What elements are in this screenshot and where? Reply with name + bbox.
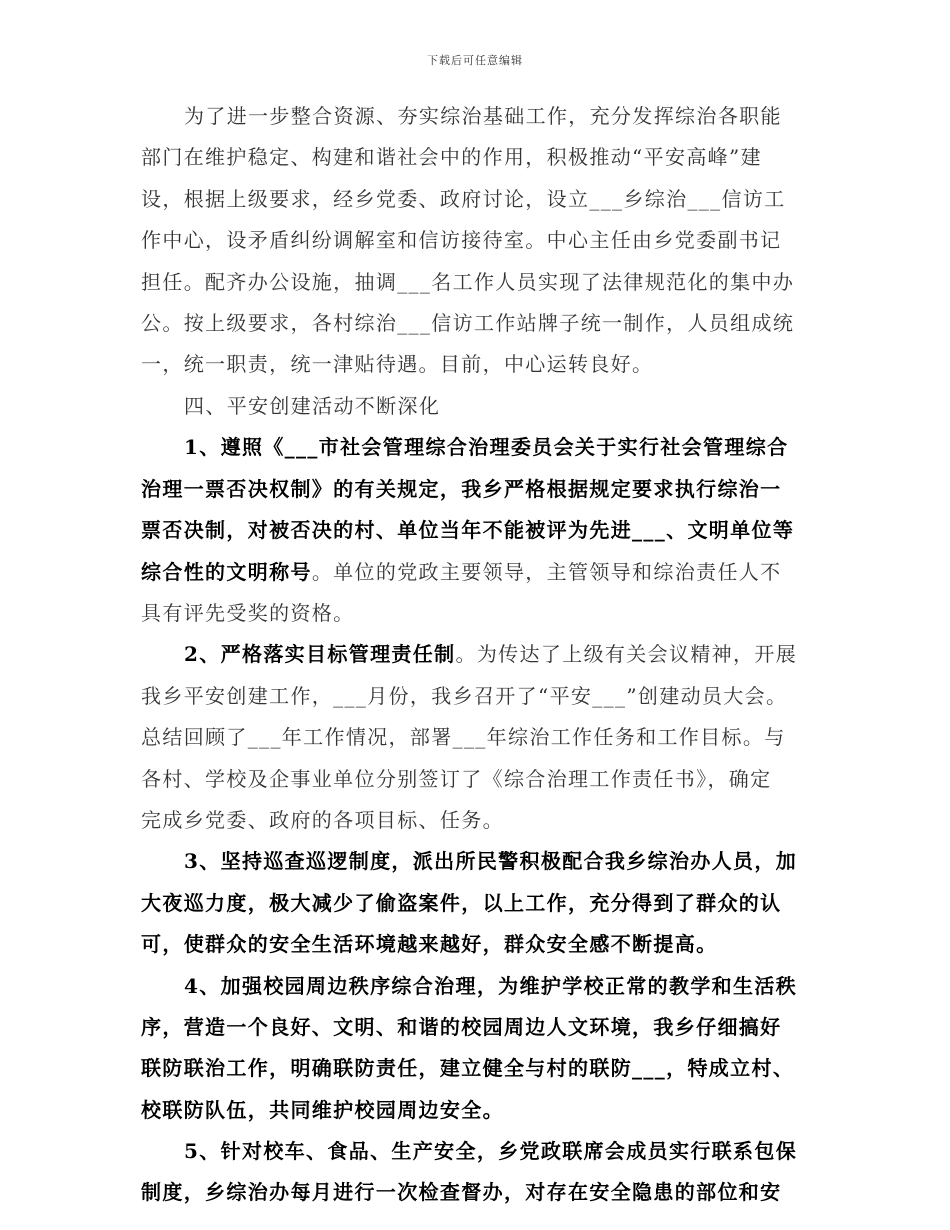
text-line: 我乡平安创建工作，___月份，我乡召开了“平安___”创建动员大会。	[141, 684, 788, 708]
text-line	[184, 642, 797, 666]
text-line: 治理一票否决权制》的有关规定，我乡严格根据规定要求执行综治一	[141, 477, 782, 501]
text-run: 2、严格落实目标管理责任制	[184, 642, 456, 666]
text-line: 作中心，设矛盾纠纷调解室和信访接待室。中心主任由乡党委副书记	[141, 228, 782, 252]
text-line: 四、平安创建活动不断深化	[184, 394, 441, 418]
text-run: 综合性的文明称号	[141, 560, 312, 584]
text-line: 担任。配齐办公设施，抽调___名工作人员实现了法律规范化的集中办	[141, 270, 795, 294]
text-line: 4、加强校园周边秩序综合治理，为维护学校正常的教学和生活秩	[184, 974, 798, 998]
page-header: 下载后可任意编辑	[427, 54, 523, 67]
text-line: 3、坚持巡查巡逻制度，派出所民警积极配合我乡综治办人员，加	[184, 849, 798, 873]
text-run: 。为传达了上级有关会议精神，开展	[455, 642, 798, 666]
text-line: 序，营造一个良好、文明、和谐的校园周边人文环境，我乡仔细搞好	[141, 1015, 782, 1039]
text-line: 大夜巡力度，极大减少了偷盗案件，以上工作，充分得到了群众的认	[141, 891, 782, 915]
text-line: 为了进一步整合资源、夯实综治基础工作，充分发挥综治各职能	[184, 104, 782, 128]
text-line: 完成乡党委、政府的各项目标、任务。	[141, 808, 504, 832]
text-line: 制度，乡综治办每月进行一次检查督办，对存在安全隐患的部位和安	[141, 1180, 782, 1204]
text-line: 校联防队伍，共同维护校园周边安全。	[141, 1098, 504, 1122]
text-line: 5、针对校车、食品、生产安全，乡党政联席会成员实行联系包保	[184, 1139, 798, 1163]
text-line	[141, 560, 782, 584]
text-line: 1、遵照《___市社会管理综合治理委员会关于实行社会管理综合	[184, 435, 789, 459]
text-run: 。单位的党政主要领导，主管领导和综治责任人不	[311, 560, 782, 584]
text-line: 部门在维护稳定、构建和谐社会中的作用，积极推动“平安高峰”建	[141, 145, 762, 169]
text-line: 总结回顾了___年工作情况，部署___年综治工作任务和工作目标。与	[141, 725, 786, 749]
text-line: 设，根据上级要求，经乡党委、政府讨论，设立___乡综治___信访工	[141, 187, 786, 211]
text-line: 公。按上级要求，各村综治___信访工作站牌子统一制作，人员组成统	[141, 311, 795, 335]
text-line: 具有评先受奖的资格。	[141, 601, 355, 625]
text-line: 可，使群众的安全生活环境越来越好，群众安全感不断提高。	[141, 932, 718, 956]
text-line: 各村、学校及企事业单位分别签订了《综合治理工作责任书》，确定	[141, 767, 772, 791]
text-line: 一，统一职责，统一津贴待遇。目前，中心运转良好。	[141, 352, 654, 376]
text-line: 票否决制，对被否决的村、单位当年不能被评为先进___、文明单位等	[141, 518, 795, 542]
text-line: 联防联治工作，明确联防责任，建立健全与村的联防___，特成立村、	[141, 1056, 795, 1080]
